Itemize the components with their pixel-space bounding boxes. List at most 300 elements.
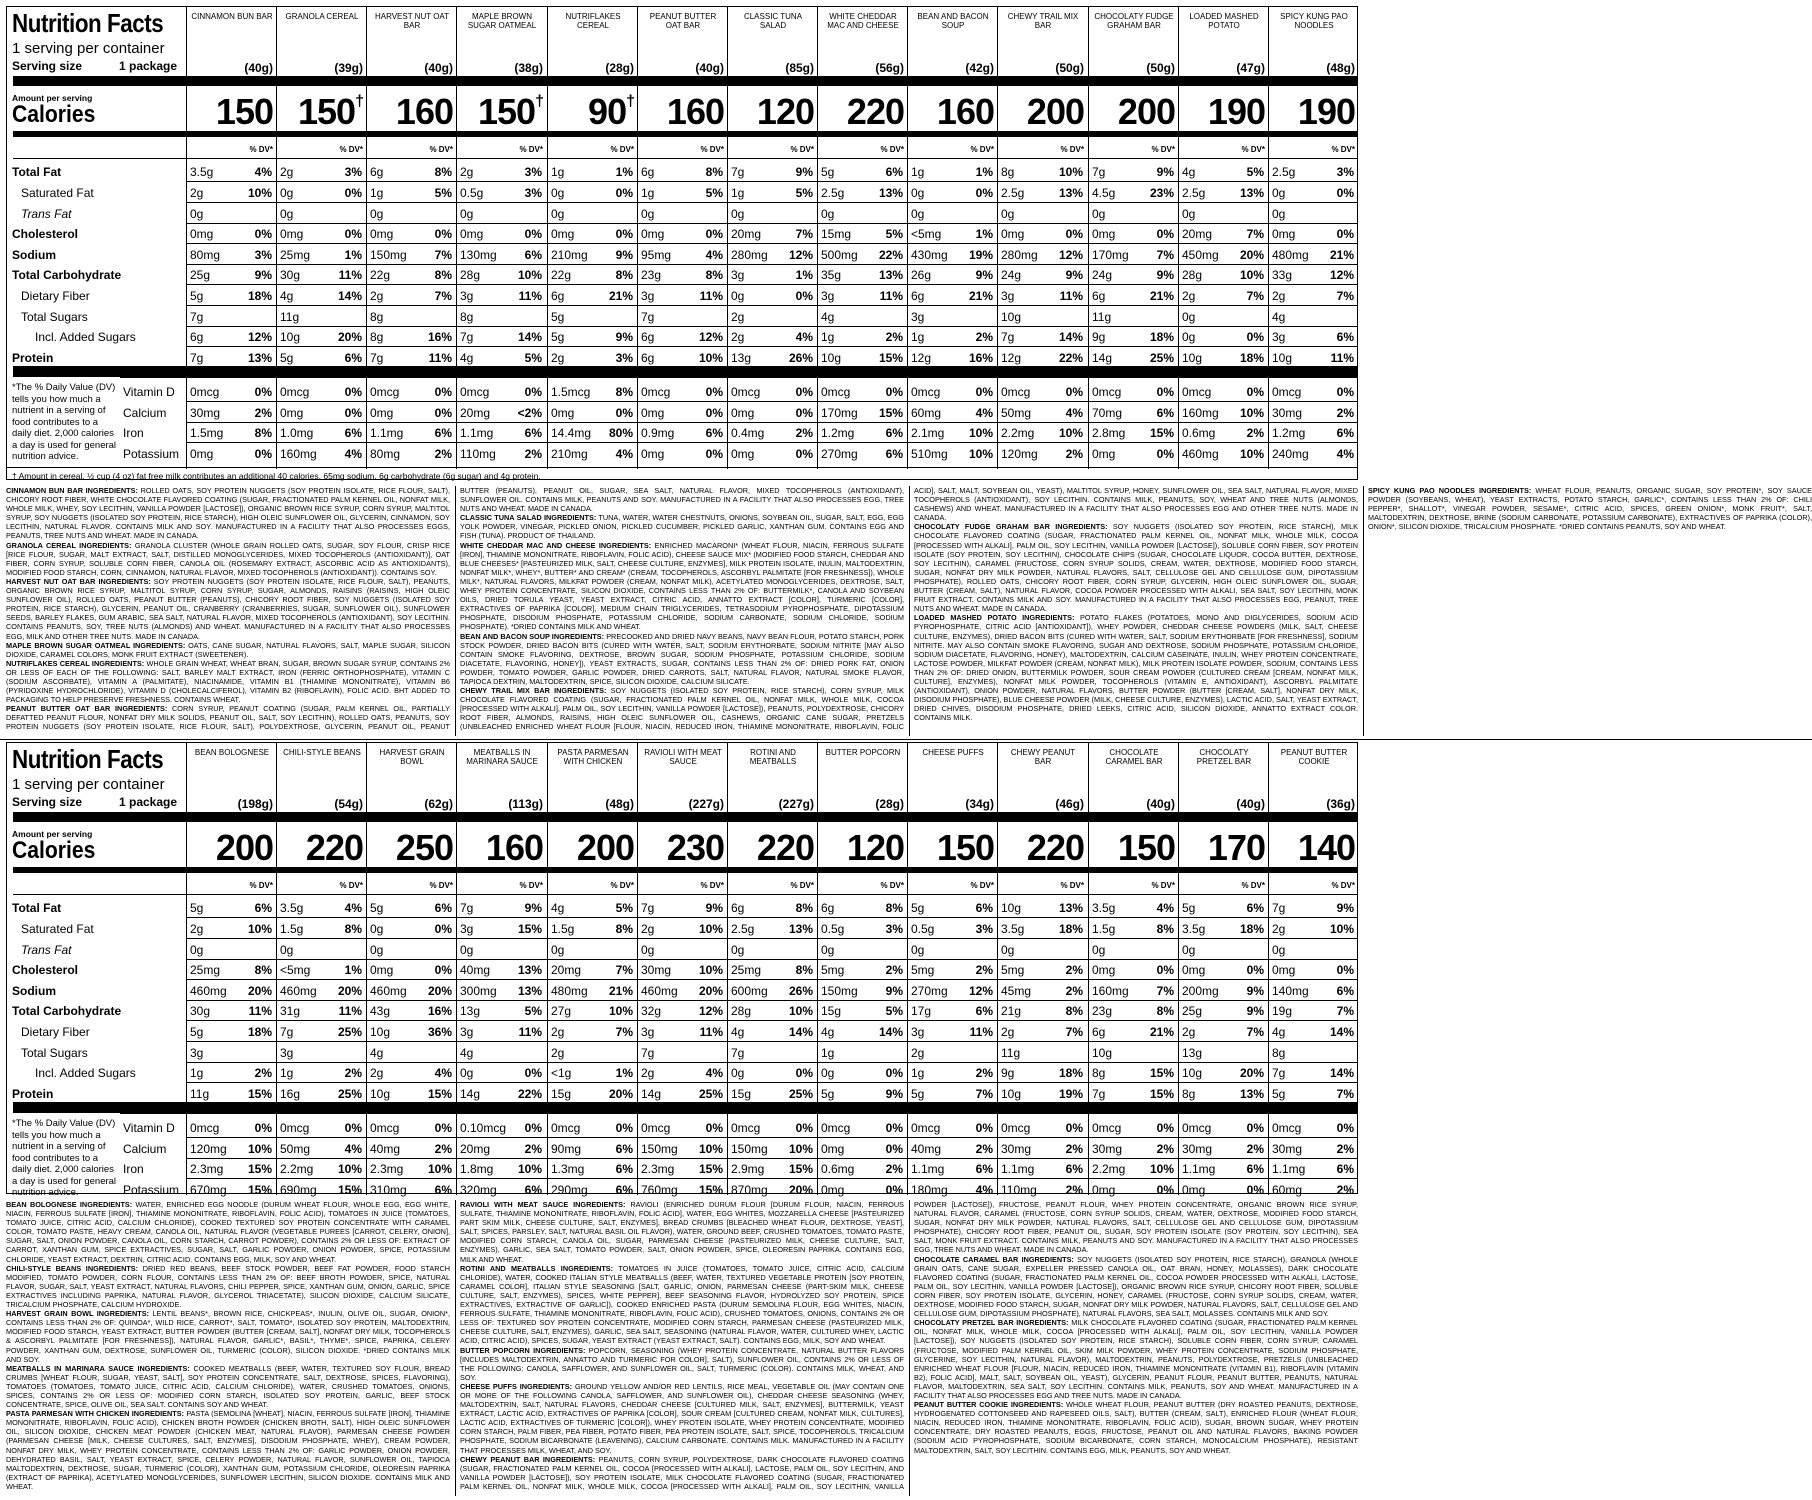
calories-number: 220 bbox=[756, 827, 814, 868]
value-fiber: 2g bbox=[1182, 289, 1196, 303]
section-divider bbox=[0, 739, 1812, 740]
percent-fiber: 11% bbox=[518, 1025, 542, 1039]
value-calcium: 0mg bbox=[280, 406, 304, 420]
value-sat-fat: 2g bbox=[190, 922, 204, 936]
value-potassium: 310mg bbox=[370, 1183, 407, 1197]
value-total-sugars: 4g bbox=[1272, 310, 1286, 324]
percent-added-sugars: 0% bbox=[795, 1066, 813, 1080]
serving-size-label: Serving size bbox=[12, 59, 83, 73]
calories-number: 160 bbox=[395, 91, 453, 132]
percent-sat-fat: 0% bbox=[434, 922, 452, 936]
calories-number: 150 bbox=[936, 827, 994, 868]
cereal-dagger: † bbox=[626, 93, 634, 110]
column-divider bbox=[186, 743, 187, 1195]
value-vitamin-d: 0mcg bbox=[641, 1121, 671, 1135]
value-calcium: 0mg bbox=[641, 406, 665, 420]
row-rule bbox=[187, 284, 1357, 285]
serving-size-value: 1 package bbox=[119, 59, 178, 73]
nutrient-label-total-sugars: Total Sugars bbox=[21, 310, 88, 324]
row-rule bbox=[187, 1137, 1357, 1138]
percent-added-sugars: 2% bbox=[975, 330, 993, 344]
value-sat-fat: 1g bbox=[641, 186, 655, 200]
percent-vitamin-d: 0% bbox=[705, 385, 723, 399]
dv-header: % DV* bbox=[519, 145, 543, 154]
ingredient-text: OATS, CANE SUGAR, NATURAL FLAVORS, SALT, MAPLE SUGAR, SILICON DIOXIDE, CARAMEL COLORS, MONK FRUIT EXTRACT (SWEETENER). bbox=[6, 640, 450, 659]
serving-weight: (48g) bbox=[605, 797, 634, 811]
percent-added-sugars: 18% bbox=[1149, 330, 1174, 344]
calories-value bbox=[1002, 829, 1084, 867]
value-cholesterol: 25mg bbox=[731, 963, 762, 977]
percent-protein: 13% bbox=[1239, 1087, 1264, 1101]
percent-sodium: 20% bbox=[1239, 248, 1264, 262]
percent-fiber: 11% bbox=[699, 289, 723, 303]
calories-number: 150 bbox=[298, 91, 356, 132]
percent-total-fat: 13% bbox=[1058, 901, 1083, 915]
percent-cholesterol: 0% bbox=[615, 227, 633, 241]
percent-iron: 8% bbox=[254, 426, 272, 440]
ingredient-paragraph bbox=[914, 1400, 1358, 1455]
value-sodium: 80mg bbox=[190, 248, 221, 262]
percent-total-fat: 6% bbox=[254, 901, 272, 915]
value-cholesterol: 0mg bbox=[1272, 963, 1296, 977]
value-calcium: 50mg bbox=[280, 1142, 311, 1156]
value-fiber: 6g bbox=[911, 289, 925, 303]
percent-cholesterol: 5% bbox=[885, 227, 903, 241]
value-added-sugars: 0g bbox=[1182, 330, 1196, 344]
value-protein: 15g bbox=[731, 1087, 752, 1101]
nutrient-label-fiber: Dietary Fiber bbox=[21, 1025, 90, 1039]
ingredient-paragraph bbox=[914, 1318, 1358, 1400]
ingredient-heading: LOADED MASHED POTATO INGREDIENTS: bbox=[914, 613, 1075, 623]
column-divider bbox=[547, 7, 548, 469]
value-fiber: 3g bbox=[911, 1025, 925, 1039]
nutrient-label-total-carb: Total Carbohydrate bbox=[12, 268, 122, 282]
percent-iron: 15% bbox=[1149, 426, 1174, 440]
value-potassium: 510mg bbox=[911, 447, 948, 461]
dv-header: % DV* bbox=[249, 881, 273, 890]
percent-added-sugars: 4% bbox=[795, 330, 813, 344]
value-protein: 5g bbox=[280, 351, 294, 365]
value-added-sugars: <1g bbox=[551, 1066, 572, 1080]
value-total-carb: 35g bbox=[821, 268, 842, 282]
calories-value bbox=[732, 93, 814, 131]
percent-iron: 6% bbox=[705, 426, 723, 440]
percent-vitamin-d: 0% bbox=[524, 1121, 542, 1135]
percent-vitamin-d: 0% bbox=[254, 1121, 272, 1135]
value-protein: 2g bbox=[551, 351, 565, 365]
percent-protein: 7% bbox=[1336, 1087, 1354, 1101]
value-total-carb: 30g bbox=[190, 1004, 211, 1018]
ingredient-heading: PASTA PARMESAN WITH CHICKEN INGREDIENTS: bbox=[6, 1409, 185, 1419]
percent-total-fat: 5% bbox=[615, 901, 633, 915]
value-trans-fat: 0g bbox=[551, 943, 565, 957]
value-total-fat: 3.5g bbox=[1092, 901, 1116, 915]
percent-sodium: 20% bbox=[427, 984, 452, 998]
percent-total-carb: 9% bbox=[254, 268, 272, 282]
percent-potassium: 20% bbox=[788, 1183, 813, 1197]
value-trans-fat: 0g bbox=[821, 207, 835, 221]
value-added-sugars: 9g bbox=[1092, 330, 1106, 344]
percent-protein: 3% bbox=[615, 351, 633, 365]
value-added-sugars: 0g bbox=[460, 1066, 474, 1080]
value-sodium: 300mg bbox=[460, 984, 497, 998]
percent-protein: 25% bbox=[788, 1087, 813, 1101]
nutrition-panel-2 bbox=[6, 742, 1358, 1198]
value-total-carb: 19g bbox=[1272, 1004, 1293, 1018]
value-potassium: 460mg bbox=[1182, 447, 1219, 461]
percent-vitamin-d: 0% bbox=[254, 385, 272, 399]
row-rule bbox=[187, 938, 1357, 939]
percent-fiber: 36% bbox=[427, 1025, 452, 1039]
value-sat-fat: 0g bbox=[1272, 186, 1286, 200]
value-cholesterol: 0mg bbox=[641, 227, 665, 241]
value-protein: 11g bbox=[190, 1087, 210, 1101]
column-divider bbox=[456, 743, 457, 1195]
value-added-sugars: 1g bbox=[280, 1066, 294, 1080]
percent-potassium: 10% bbox=[968, 447, 993, 461]
value-iron: 2.9mg bbox=[731, 1162, 765, 1176]
percent-protein: 22% bbox=[517, 1087, 542, 1101]
calories-number: 150 bbox=[1117, 827, 1175, 868]
ingredient-heading: CHOCOLATY PRETZEL BAR INGREDIENTS: bbox=[914, 1318, 1069, 1328]
percent-total-carb: 10% bbox=[1239, 268, 1264, 282]
value-total-fat: 7g bbox=[1092, 165, 1106, 179]
value-iron: 1.8mg bbox=[460, 1162, 494, 1176]
calories-value bbox=[1002, 93, 1084, 131]
serving-weight: (34g) bbox=[965, 797, 994, 811]
value-sodium: 600mg bbox=[731, 984, 768, 998]
value-sat-fat: 3g bbox=[460, 922, 474, 936]
value-cholesterol: 20mg bbox=[1182, 227, 1213, 241]
serving-weight: (54g) bbox=[334, 797, 363, 811]
nutrient-label-calcium: Calcium bbox=[123, 406, 167, 420]
value-iron: 1.0mg bbox=[280, 426, 314, 440]
calories-number: 160 bbox=[666, 91, 724, 132]
value-calcium: 150mg bbox=[731, 1142, 768, 1156]
ingredient-heading: CLASSIC TUNA SALAD INGREDIENTS: bbox=[460, 513, 597, 523]
ingredient-heading: CHOCOLATE CARAMEL BAR INGREDIENTS: bbox=[914, 1254, 1074, 1264]
percent-calcium: 10% bbox=[247, 1142, 272, 1156]
product-name-peanut-butter-cookie: PEANUT BUTTER COOKIE bbox=[1280, 748, 1348, 766]
value-cholesterol: 25mg bbox=[190, 963, 221, 977]
row-rule bbox=[187, 223, 1357, 224]
value-total-sugars: 2g bbox=[911, 1046, 925, 1060]
nutrient-label-added-sugars: Incl. Added Sugars bbox=[35, 1066, 136, 1080]
percent-vitamin-d: 0% bbox=[885, 385, 903, 399]
calories-value bbox=[281, 829, 363, 867]
calories-value bbox=[912, 829, 994, 867]
percent-sodium: 21% bbox=[608, 984, 633, 998]
percent-cholesterol: 0% bbox=[434, 227, 452, 241]
dv-header: % DV* bbox=[519, 881, 543, 890]
percent-sat-fat: 10% bbox=[247, 186, 272, 200]
dv-header: % DV* bbox=[700, 881, 724, 890]
percent-potassium: 15% bbox=[337, 1183, 362, 1197]
product-name-loaded-mashed-potato: LOADED MASHED POTATO bbox=[1189, 12, 1259, 30]
value-calcium: 60mg bbox=[911, 406, 942, 420]
percent-added-sugars: 1% bbox=[615, 1066, 633, 1080]
percent-vitamin-d: 0% bbox=[1336, 385, 1354, 399]
value-protein: 10g bbox=[1001, 1087, 1022, 1101]
value-added-sugars: 7g bbox=[460, 330, 474, 344]
dv-header: % DV* bbox=[790, 881, 814, 890]
value-total-carb: 22g bbox=[551, 268, 572, 282]
percent-sodium: 6% bbox=[1336, 984, 1354, 998]
product-name-maple-brown-sugar-oatmeal: MAPLE BROWN SUGAR OATMEAL bbox=[467, 12, 537, 30]
row-rule bbox=[187, 264, 1357, 265]
value-protein: 5g bbox=[911, 1087, 925, 1101]
percent-calcium: 2% bbox=[254, 406, 272, 420]
value-sodium: 150mg bbox=[370, 248, 407, 262]
value-total-fat: 3.5g bbox=[280, 901, 304, 915]
value-iron: 14.4mg bbox=[551, 426, 592, 440]
percent-vitamin-d: 0% bbox=[1156, 385, 1174, 399]
value-cholesterol: 0mg bbox=[1272, 227, 1296, 241]
ingredient-heading: MEATBALLS IN MARINARA SAUCE INGREDIENTS: bbox=[6, 1363, 190, 1373]
rule-thin bbox=[120, 1113, 1357, 1114]
value-total-fat: 5g bbox=[370, 901, 384, 915]
value-calcium: 30mg bbox=[1182, 1142, 1213, 1156]
percent-total-carb: 9% bbox=[1246, 1004, 1264, 1018]
percent-total-carb: 9% bbox=[1156, 268, 1174, 282]
value-fiber: 3g bbox=[1001, 289, 1015, 303]
value-total-carb: 32g bbox=[641, 1004, 662, 1018]
value-protein: 5g bbox=[1272, 1087, 1286, 1101]
calories-value bbox=[1093, 93, 1175, 131]
value-fiber: 10g bbox=[370, 1025, 391, 1039]
ingredient-text: PEANUTS, CORN SYRUP, POLYDEXTROSE, DARK CHOCOLATE FLAVORED COATING (SUGAR, FRACTIONATED PALM KERNEL OIL, COCOA [PROCESSED WITH ALKALI], LACTOSE, PALM OIL, SOY LECITHIN, AND VANILLA POWDER [LACTOSE]), SOY PROTEIN ISOLATE, MILK CHOCOLATE FLAVORED COATING (SUGAR, FRACTIONATED PALM KERNEL OIL, NONFAT MILK, WHOLE MILK, COCOA [PROCESSED WITH ALKALI], PALM OIL, SOY LECITHIN, VANILLA POWDER [LACTOSE]), FRUCTOSE, PEANUT FLOUR, WHEY PROTEIN CONCENTRATE, ORGANIC BROWN RICE SYRUP, NATURAL FLAVOR, CARAMEL (FRUCTOSE, CORN SYRUP SOLIDS, CREAM, WATER, DEXTROSE, MODIFIED FOOD STARCH, SUGAR, NONFAT DRY MILK POWDER, NATURAL FLAVORS, SALT, CELLULOSE GEL AND CELLULOSE GUM, DIPOTASSIUM PHOSPHATE), CHICORY ROOT FIBER, PEANUT OIL, SUGAR, SOY PROTEIN ISOLATE (SOY PROTEIN, SOY LECITHIN), SEA SALT, MONK FRUIT EXTRACT. CONTAINS MILK, PEANUTS AND SOY. MANUFACTURED IN A FACILITY THAT ALSO PROCESSES EGG, TREE NUTS AND WHEAT. MADE IN CANADA. bbox=[460, 1200, 1358, 1491]
percent-vitamin-d: 0% bbox=[975, 1121, 993, 1135]
percent-potassium: 15% bbox=[698, 1183, 723, 1197]
dv-footnote: *The % Daily Value (DV) tells you how much a nutrient in a serving of food contributes to a daily diet. 2,000 calories a day is used for general nutrition advice. bbox=[12, 382, 117, 462]
percent-iron: 2% bbox=[885, 1162, 903, 1176]
value-sat-fat: 4.5g bbox=[1092, 186, 1116, 200]
value-sodium: 460mg bbox=[641, 984, 678, 998]
value-cholesterol: 40mg bbox=[460, 963, 491, 977]
percent-total-carb: 12% bbox=[1329, 268, 1354, 282]
value-protein: 10g bbox=[1182, 351, 1203, 365]
percent-sodium: 22% bbox=[878, 248, 903, 262]
dv-header: % DV* bbox=[429, 145, 453, 154]
row-rule bbox=[187, 1178, 1357, 1179]
row-rule bbox=[187, 305, 1357, 306]
percent-calcium: 2% bbox=[1336, 406, 1354, 420]
ingredient-heading: RAVIOLI WITH MEAT SAUCE INGREDIENTS: bbox=[460, 1200, 626, 1209]
calories-value bbox=[1093, 829, 1175, 867]
calories-number: 200 bbox=[1117, 91, 1175, 132]
column-divider bbox=[907, 743, 908, 1195]
percent-calcium: 4% bbox=[1065, 406, 1083, 420]
nutrient-label-potassium: Potassium bbox=[123, 1183, 180, 1197]
value-trans-fat: 0g bbox=[1182, 207, 1196, 221]
ingredient-text: CORN SYRUP, PEANUT COATING (SUGAR, PALM KERNEL OIL, PARTIALLY DEFATTED PEANUT FLOUR, NONFAT DRY MILK SOLIDS, PEANUT OIL, SALT, SOY LECITHIN), ROLLED OATS, PEANUTS, SOY PROTEIN NUGGETS (SOY PROTEIN ISOLATE, RICE FLOUR, SALT), POLYDEXTROSE, GLYCERIN, PEANUT OIL, PEANUT BUTTER (PEANUTS), PEANUT OIL, SUGAR, SEA SALT, NATURAL FLAVOR, MIXED TOCOPHEROLS (ANTIOXIDANT), SUNFLOWER OIL. CONTAINS MILK, PEANUTS AND SOY. MANUFACTURED IN A FACILITY THAT ALSO PROCESSES EGG, TREE NUTS AND WHEAT. MADE IN CANADA. bbox=[6, 486, 904, 732]
value-sodium: 200mg bbox=[1182, 984, 1219, 998]
value-protein: 10g bbox=[1272, 351, 1293, 365]
calories-number: 220 bbox=[305, 827, 363, 868]
percent-sat-fat: 3% bbox=[885, 922, 903, 936]
calories-number: 220 bbox=[1026, 827, 1084, 868]
row-rule bbox=[187, 1000, 1357, 1001]
value-fiber: 2g bbox=[1182, 1025, 1196, 1039]
percent-iron: 6% bbox=[615, 1162, 633, 1176]
percent-calcium: 2% bbox=[1065, 1142, 1083, 1156]
percent-vitamin-d: 0% bbox=[1336, 1121, 1354, 1135]
value-total-carb: 23g bbox=[641, 268, 662, 282]
value-protein: 13g bbox=[731, 351, 752, 365]
percent-vitamin-d: 8% bbox=[615, 385, 633, 399]
percent-protein: 11% bbox=[1330, 351, 1354, 365]
percent-potassium: 10% bbox=[1239, 447, 1264, 461]
value-trans-fat: 0g bbox=[190, 207, 204, 221]
value-total-sugars: 8g bbox=[1272, 1046, 1286, 1060]
percent-total-fat: 9% bbox=[524, 901, 542, 915]
value-iron: 1.1mg bbox=[1272, 1162, 1306, 1176]
dv-header: % DV* bbox=[1331, 881, 1355, 890]
value-total-fat: 3.5g bbox=[190, 165, 214, 179]
value-calcium: 120mg bbox=[190, 1142, 227, 1156]
value-vitamin-d: 1.5mcg bbox=[551, 385, 591, 399]
percent-cholesterol: 2% bbox=[885, 963, 903, 977]
serving-weight: (40g) bbox=[424, 61, 453, 75]
value-added-sugars: 8g bbox=[1092, 1066, 1106, 1080]
value-total-carb: 17g bbox=[911, 1004, 932, 1018]
percent-protein: 20% bbox=[608, 1087, 633, 1101]
percent-vitamin-d: 0% bbox=[1156, 1121, 1174, 1135]
percent-calcium: 2% bbox=[1336, 1142, 1354, 1156]
ingredient-text: SOY PROTEIN NUGGETS (SOY PROTEIN ISOLATE, RICE FLOUR, SALT), PEANUTS, ORGANIC BROWN RICE SYRUP, MALTITOL SYRUP, CORN SYRUP, SUGAR, ALMONDS, RAISINS (RAISINS, HIGH OLEIC SUNFLOWER OIL), ROLLED OATS, PEANUT BUTTER (PEANUTS), CHICORY ROOT FIBER, SOY NUGGETS (ISOLATED SOY PROTEIN, RICE STARCH), GLYCERIN, PEANUT OIL, CRANBERRY (CRANBERRIES, SUGAR, SUNFLOWER OIL), SUNFLOWER SEEDS, BARLEY FLAKES, GUM ARABIC, SEA SALT, NATURAL FLAVOR, MIXED TOCOPHEROLS (ANTIOXIDANT), SOY LECITHIN. CONTAINS PEANUTS, SOY, TREE NUTS (ALMONDS) AND WHEAT. MANUFACTURED IN A FACILITY THAT ALSO PROCESSES EGG, MILK AND OTHER TREE NUTS. MADE IN CANADA. bbox=[6, 576, 450, 641]
value-total-carb: 26g bbox=[911, 268, 932, 282]
calories-number: 150 bbox=[478, 91, 536, 132]
ingredient-paragraph bbox=[6, 641, 450, 659]
value-total-sugars: 5g bbox=[551, 310, 565, 324]
percent-sodium: 21% bbox=[1329, 248, 1354, 262]
percent-total-carb: 8% bbox=[1065, 1004, 1083, 1018]
serving-weight: (50g) bbox=[1146, 61, 1175, 75]
percent-potassium: 0% bbox=[1156, 1183, 1174, 1197]
percent-total-carb: 1% bbox=[795, 268, 813, 282]
percent-fiber: 21% bbox=[968, 289, 993, 303]
value-sat-fat: 1g bbox=[731, 186, 745, 200]
percent-calcium: 0% bbox=[434, 406, 452, 420]
ingredients-block-2 bbox=[6, 1200, 1358, 1496]
row-rule bbox=[187, 422, 1357, 423]
percent-calcium: 10% bbox=[1239, 406, 1264, 420]
product-name-granola-cereal: GRANOLA CEREAL bbox=[285, 12, 359, 21]
value-potassium: 0mg bbox=[1092, 447, 1116, 461]
value-cholesterol: 0mg bbox=[280, 227, 304, 241]
serving-weight: (56g) bbox=[875, 61, 904, 75]
calories-number: 200 bbox=[1026, 91, 1084, 132]
value-added-sugars: 7g bbox=[1001, 330, 1015, 344]
value-added-sugars: 0g bbox=[731, 1066, 745, 1080]
percent-total-carb: 12% bbox=[698, 1004, 723, 1018]
value-total-sugars: 2g bbox=[551, 1046, 565, 1060]
percent-potassium: 0% bbox=[1246, 1183, 1264, 1197]
value-potassium: 180mg bbox=[911, 1183, 948, 1197]
column-divider bbox=[1178, 743, 1179, 1195]
value-fiber: 2g bbox=[1001, 1025, 1015, 1039]
percent-vitamin-d: 0% bbox=[434, 385, 452, 399]
value-calcium: 30mg bbox=[190, 406, 221, 420]
rule-thin bbox=[13, 158, 1357, 159]
nutrient-label-protein: Protein bbox=[12, 1087, 54, 1101]
nutrient-label-total-fat: Total Fat bbox=[12, 901, 62, 915]
percent-calcium: 0% bbox=[795, 406, 813, 420]
percent-added-sugars: 15% bbox=[1149, 1066, 1174, 1080]
column-divider bbox=[276, 743, 277, 1195]
percent-vitamin-d: 0% bbox=[795, 1121, 813, 1135]
value-total-sugars: 11g bbox=[280, 310, 300, 324]
value-trans-fat: 0g bbox=[1001, 943, 1015, 957]
column-divider bbox=[637, 743, 638, 1195]
value-sat-fat: 1g bbox=[370, 186, 384, 200]
value-sat-fat: 2.5g bbox=[821, 186, 845, 200]
ingredient-paragraph bbox=[6, 1200, 450, 1264]
percent-fiber: 18% bbox=[247, 289, 272, 303]
serving-weight: (48g) bbox=[1326, 61, 1355, 75]
column-divider bbox=[1088, 743, 1089, 1195]
value-sat-fat: 2g bbox=[190, 186, 204, 200]
ingredient-text: GROUND YELLOW AND/OR RED LENTILS, RICE MEAL, VEGETABLE OIL (MAY CONTAIN ONE OR MORE OF THE FOLLOWING CANOLA, SAFFLOWER, AND SUNFLOWER OIL), CHEDDAR CHEESE SEASONING (WHEY, MALTODEXTRIN, SALT, NATURAL FLAVORS, CHEDDAR CHEESE [CULTURED MILK, SALT, ENZYMES], BUTTERMILK, YEAST EXTRACT, LACTIC ACID, EXTRACTIVES OF PAPRIKA [COLOR], SOUR CREAM [CULTURED CREAM, NONFAT MILK, CULTURES], LACTIC ACID, EXTRACTIVES OF TURMERIC [COLOR]), WHEY PROTEIN ISOLATE, WHEY PROTEIN CONCENTRATE, MODIFIED CORN STARCH, PALM FIBER, PEA FIBER, POTATO FIBER, PEA PROTEIN ISOLATE, SALT, SPICE, TOCOPHEROLS, TRICALCIUM PHOSPHATE, SODIUM BICARBONATE (LEAVENING), CALCIUM CARBONATE. CONTAINS MILK. MANUFACTURED IN A FACILITY THAT PROCESSES MILK, WHEAT, AND SOY. bbox=[460, 1381, 905, 1455]
value-fiber: 4g bbox=[821, 1025, 835, 1039]
ingredient-text: WHEAT FLOUR, PEANUTS, ORGANIC SUGAR, SOY PROTEIN*, SOY SAUCE POWDER (SOYBEANS, WHEAT), YEAST EXTRACTS, POTATO STARCH, GARLIC*, CONTAINS LESS THAN 2% OF: CHILI PEPPER*, SHALLOT*, VINEGAR POWDER, SESAME*, CITRIC ACID, SPICES, GREEN ONION*, MONK FRUIT*, SALT, MALTODEXTRIN, DEXTROSE, BRINE (SODIUM CARBONATE, POTASSIUM CARBONATE), EXTRACTIVES OF PAPRIKA (COLOR), ONION*, SILICON DIOXIDE, TRICALCIUM PHOSPHATE. *DRIED CONTAINS PEANUTS, SOY AND WHEAT. bbox=[1368, 486, 1812, 532]
value-potassium: 240mg bbox=[1272, 447, 1309, 461]
column-divider bbox=[1178, 7, 1179, 469]
product-name-chocolaty-pretzel-bar: CHOCOLATY PRETZEL BAR bbox=[1196, 748, 1252, 766]
percent-potassium: 0% bbox=[1156, 447, 1174, 461]
percent-total-carb: 11% bbox=[338, 268, 362, 282]
rule-thin bbox=[13, 894, 1357, 895]
value-protein: 7g bbox=[370, 351, 384, 365]
column-divider bbox=[727, 7, 728, 469]
value-sat-fat: 2g bbox=[641, 922, 655, 936]
percent-potassium: 2% bbox=[434, 447, 452, 461]
value-sat-fat: 2.5g bbox=[1182, 186, 1206, 200]
value-total-carb: 30g bbox=[280, 268, 301, 282]
calories-number: 160 bbox=[936, 91, 994, 132]
percent-added-sugars: 2% bbox=[254, 1066, 272, 1080]
ingredient-text: PRECOOKED AND DRIED NAVY BEANS, NAVY BEAN FLOUR, POTATO STARCH, PORK STOCK POWDER, DRIED BACON BITS (CURED WITH WATER, SALT, SODIUM ERYTHORBATE, SODIUM NITRITE [MAY ALSO CONTAIN SMOKE FLAVORING, DEXTROSE, BROWN SUGAR, SODIUM PHOSPHATE, POTASSIUM CHLORIDE, SODIUM DIACETATE, FLAVORING, HONEY]), YEAST EXTRACTS, SUGAR, CONTAINS LESS THAN 2% OF: DRIED PORK FAT, ONION POWDER, TOMATO POWDER, GARLIC POWDER, DRIED CARROTS, SALT, NATURAL FLAVOR, NATURAL SMOKE FLAVOR, TAPIOCA DEXTRIN, MALTODEXTRIN, SPICE, SILICON DIOXIDE, CALCIUM SILICATE. bbox=[460, 631, 904, 686]
value-fiber: 3g bbox=[460, 289, 474, 303]
percent-iron: 10% bbox=[968, 426, 993, 440]
calories-number: 190 bbox=[1207, 91, 1265, 132]
value-added-sugars: 5g bbox=[551, 330, 565, 344]
dv-footnote: *The % Daily Value (DV) tells you how much a nutrient in a serving of food contributes to a daily diet. 2,000 calories a day is used for general nutrition advice. bbox=[12, 1118, 117, 1198]
value-vitamin-d: 0.10mcg bbox=[460, 1121, 507, 1135]
percent-calcium: 0% bbox=[344, 406, 362, 420]
value-potassium: 270mg bbox=[821, 447, 858, 461]
calories-value bbox=[461, 829, 543, 867]
value-fiber: 2g bbox=[370, 289, 384, 303]
ingredient-paragraph bbox=[1368, 486, 1812, 531]
value-iron: 0.6mg bbox=[821, 1162, 855, 1176]
row-rule bbox=[187, 326, 1357, 327]
ingredient-heading: CHEWY TRAIL MIX BAR INGREDIENTS: bbox=[460, 686, 607, 696]
percent-fiber: 11% bbox=[699, 1025, 723, 1039]
percent-added-sugars: 2% bbox=[885, 330, 903, 344]
value-sodium: 170mg bbox=[1092, 248, 1129, 262]
value-calcium: 0mg bbox=[731, 406, 755, 420]
value-added-sugars: 10g bbox=[1182, 1066, 1203, 1080]
percent-total-fat: 9% bbox=[705, 901, 723, 915]
value-vitamin-d: 0mcg bbox=[1092, 385, 1122, 399]
percent-cholesterol: 2% bbox=[975, 963, 993, 977]
value-total-sugars: 4g bbox=[821, 310, 835, 324]
percent-iron: 80% bbox=[608, 426, 633, 440]
value-total-sugars: 3g bbox=[280, 1046, 294, 1060]
ingredient-text: SOY NUGGETS (ISOLATED SOY PROTEIN, RICE STARCH), CORN SYRUP, MILK CHOCOLATE FLAVORED COATING (SUGAR, FRACTIONATED PALM KERNEL OIL, NONFAT MILK, WHOLE MILK, COCOA [PROCESSED WITH ALKALI], PALM OIL, SOY LECITHIN, VANILLA POWDER [LACTOSE]), PEANUTS, POLYDEXTROSE, CHICORY ROOT FIBER, ALMONDS, RAISINS, HIGH OLEIC SUNFLOWER OIL, CASHEWS, ORGANIC CANE SUGAR, PRETZELS (UNBLEACHED ENRICHED WHEAT FLOUR [FLOUR, NIACIN, REDUCED IRON, THIAMINE MONONITRATE, RIBOFLAVIN, FOLIC ACID], SALT, MALT, SOYBEAN OIL, YEAST), MALTITOL SYRUP, HONEY, SUNFLOWER OIL, SEA SALT, NATURAL FLAVOR, MIXED TOCOPHEROLS (ANTIOXIDANT), SOY LECITHIN. CONTAINS MILK, PEANUTS, SOY, WHEAT AND TREE NUTS (ALMONDS, CASHEWS) AND WHEAT. MANUFACTURED IN A FACILITY THAT ALSO PROCESSES EGG AND OTHER TREE NUTS. MADE IN CANADA. bbox=[460, 486, 1358, 732]
column-divider bbox=[366, 743, 367, 1195]
